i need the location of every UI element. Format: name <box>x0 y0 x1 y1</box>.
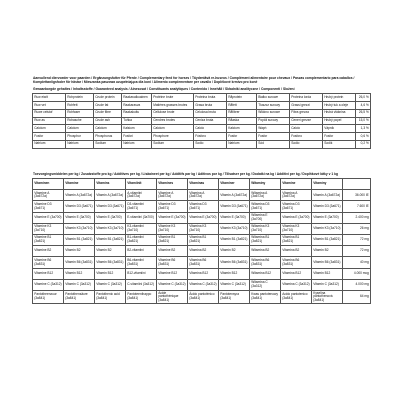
label-cell: Acido pantotenico (3a841) <box>281 290 312 303</box>
label-cell: Vitamin A (3a672a) <box>64 190 95 201</box>
label-cell: Matières grasses brutes <box>152 102 194 110</box>
label-cell: Hrubý protein <box>323 94 356 102</box>
analysis-row <box>33 133 371 141</box>
label-cell: Vitamin B12 <box>219 268 250 279</box>
label-cell: Vitamin B1 (3a821) <box>312 235 343 246</box>
label-cell: Vitamin D3 (3a671) <box>64 201 95 212</box>
label-cell: Vitamine E (3a700) <box>157 212 188 223</box>
label-cell: Vitamin C (3a312) <box>95 279 126 290</box>
additives-header: Toevoegingsmiddelen per kg / Zusatzstoffe pro kg / Additives per kg / Lisäaineet per kg / Additifs par kg / Aditivos por kg / Tillsatser per kg / Dodatki na kg / Additivi per kg / Doplňkové látky v 1 kg <box>33 171 338 176</box>
label-cell: Vitamin D3 (3a671) <box>312 201 343 212</box>
label-cell: Pantothenic acid (3a841) <box>95 290 126 303</box>
label-cell: Białko surowe <box>257 94 290 102</box>
additive-row <box>33 257 371 268</box>
label-cell: Natrium <box>227 140 257 148</box>
label-cell: Ácido pantoténico (3a841) <box>188 290 219 303</box>
label-cell: Fosfor <box>33 133 66 141</box>
label-cell: Crude protein <box>94 94 122 102</box>
label-cell: Vitamin K3 (3a710) <box>95 223 126 234</box>
additive-row <box>33 201 371 212</box>
label-cell: Vitamina B2 <box>281 246 312 257</box>
label-cell: Vápník <box>323 125 356 133</box>
label-cell: B12-vitamiini <box>126 268 157 279</box>
label-cell: Vitamin B1 (3a821) <box>219 235 250 246</box>
label-cell: Vitamine <box>64 179 95 190</box>
label-cell: Rohprotein <box>66 94 94 102</box>
label-cell: B2-vitamiini <box>126 246 157 257</box>
label-cell: Vitamin K3 (3a710) <box>219 223 250 234</box>
label-cell: Vitamina K3 (3a710) <box>281 223 312 234</box>
label-cell: Råprotein <box>227 94 257 102</box>
label-cell: Vitamin E (3a700) <box>312 212 343 223</box>
label-cell: Vitamina B2 <box>188 246 219 257</box>
label-cell: Sodio <box>290 140 323 148</box>
label-cell: Pantoteenihappo (3a841) <box>126 290 157 303</box>
label-cell: Vitamin E (3a700) <box>219 212 250 223</box>
analysis-table-body <box>33 94 371 148</box>
label-cell: Vitamine D3 (3a671) <box>33 201 64 212</box>
value-cell: 4.000 mg <box>343 279 371 290</box>
label-cell: Vitamina E (3a700) <box>281 212 312 223</box>
label-cell: Kalcium <box>227 125 257 133</box>
label-cell: Natrium <box>66 140 94 148</box>
label-cell: Vitamíny <box>312 179 343 190</box>
label-cell: Phosphore <box>152 133 194 141</box>
analysis-row <box>33 125 371 133</box>
label-cell: Vitamine K3 (3a710) <box>157 223 188 234</box>
label-cell: Vitamine A (3a672a) <box>33 190 64 201</box>
label-cell: Raakavalkuainen <box>122 94 152 102</box>
label-cell: Vitamines <box>157 179 188 190</box>
label-cell: Vitamina E (3a700) <box>188 212 219 223</box>
label-cell: Vitamine B2 <box>157 246 188 257</box>
label-cell: Fosfor <box>227 133 257 141</box>
value-cell: 26,0 % <box>356 94 371 102</box>
label-cell: Vitamin B2 <box>219 246 250 257</box>
additive-row <box>33 212 371 223</box>
label-cell: Vitamine C (3a312) <box>157 279 188 290</box>
label-cell: Fosforo <box>290 133 323 141</box>
value-cell: 0,2 % <box>356 140 371 148</box>
label-cell: Vitamin A (3a672a) <box>219 190 250 201</box>
label-cell: Sodium <box>152 140 194 148</box>
label-cell: Vitamine B12 <box>157 268 188 279</box>
label-cell: Natrium <box>122 140 152 148</box>
label-cell: Crude fat <box>94 102 122 110</box>
label-cell: D3-vitamiini (3a671) <box>126 201 157 212</box>
label-cell: Vitamina D3 (3a671) <box>281 201 312 212</box>
additive-row <box>33 279 371 290</box>
label-cell: Popiół surowy <box>257 117 290 125</box>
label-cell: Witamina D3 (3a671) <box>250 201 281 212</box>
label-cell: Vitamine C (3a312) <box>33 279 64 290</box>
label-cell: Vitamin B6 (3a831) <box>219 257 250 268</box>
label-cell: Vitamin C (3a312) <box>219 279 250 290</box>
value-cell: 1,3 % <box>356 125 371 133</box>
label-cell: Tuhka <box>122 117 152 125</box>
label-cell: Grasa bruta <box>194 102 227 110</box>
label-cell: Vitamine B6 (3a831) <box>33 257 64 268</box>
label-cell: Råfett <box>227 102 257 110</box>
label-cell: Vitaminen <box>33 179 64 190</box>
value-cell: 26,5 % <box>356 109 371 117</box>
label-cell: Sodík <box>323 140 356 148</box>
label-cell: Kwas pantotenowy (3a841) <box>250 290 281 303</box>
label-cell: Sodium <box>94 140 122 148</box>
label-cell: Vitamine B1 (3a821) <box>157 235 188 246</box>
analysis-row <box>33 102 371 110</box>
label-cell: Vitamin E (3a700) <box>64 212 95 223</box>
label-cell: A-vitamiini (3a672a) <box>126 190 157 201</box>
value-cell: 72 mg <box>343 235 371 246</box>
label-cell: Vitamina K3 (3a710) <box>188 223 219 234</box>
label-cell: Hrubý tuk a oleje <box>323 102 356 110</box>
label-cell: Vitamin D3 (3a671) <box>95 201 126 212</box>
label-cell: Vitamin K3 (3a710) <box>312 223 343 234</box>
label-cell: Ruw vet <box>33 102 66 110</box>
label-cell: Fosfori <box>122 133 152 141</box>
label-cell: Vitamin A (3a672a) <box>95 190 126 201</box>
label-cell: Råfibrer <box>227 109 257 117</box>
analysis-table <box>32 93 371 148</box>
label-cell: Vitamin B6 (3a831) <box>312 257 343 268</box>
value-cell: 15,0 % <box>356 117 371 125</box>
label-cell: Vitamine E (3a700) <box>33 212 64 223</box>
label-cell: K3-vitamiini (3a710) <box>126 223 157 234</box>
label-cell: Rohasche <box>66 117 94 125</box>
label-cell: Fibra grezza <box>290 109 323 117</box>
label-cell: Phosphorus <box>94 133 122 141</box>
additive-row <box>33 268 371 279</box>
label-cell: Fósforo <box>194 133 227 141</box>
label-cell: Grassi grezzi <box>290 102 323 110</box>
label-cell: Vitamin B6 (3a831) <box>64 257 95 268</box>
label-cell: B6-vitamiini (3a831) <box>126 257 157 268</box>
label-cell: Natrium <box>33 140 66 148</box>
label-cell: Ruwe celstof <box>33 109 66 117</box>
label-cell: Vitamine A (3a672a) <box>157 190 188 201</box>
label-cell: Vitamina D3 (3a671) <box>188 201 219 212</box>
analysis-row <box>33 94 371 102</box>
label-cell: Rohfett <box>66 102 94 110</box>
value-cell: 2.400 mg <box>343 212 371 223</box>
label-cell: Vitamin B12 <box>312 268 343 279</box>
label-cell: Ruw as <box>33 117 66 125</box>
value-cell: 40 mg <box>343 257 371 268</box>
label-cell: Witamina B6 (3a831) <box>250 257 281 268</box>
label-cell: Vitamine B1 (3a821) <box>33 235 64 246</box>
value-cell: 36.000 IE <box>343 190 371 201</box>
label-cell: C-vitamiini (3a312) <box>126 279 157 290</box>
label-cell: Vitamin B2 <box>312 246 343 257</box>
label-cell: Vitamin B1 (3a821) <box>95 235 126 246</box>
label-cell: Cellulose brute <box>152 109 194 117</box>
label-cell: Kyselina pantothenová (3a841) <box>312 290 343 303</box>
label-cell: Calcio <box>290 125 323 133</box>
label-cell: Proteina bruta <box>194 94 227 102</box>
label-cell: Witaminy <box>250 179 281 190</box>
label-cell: Vitamina A (3a672a) <box>188 190 219 201</box>
additive-row <box>33 235 371 246</box>
label-cell: Hrubá vláknina <box>323 109 356 117</box>
label-cell: Vitamin E (3a700) <box>95 212 126 223</box>
analysis-row <box>33 117 371 125</box>
label-cell: Vitamiinit <box>126 179 157 190</box>
additive-header-row <box>33 179 371 190</box>
label-cell: Ceneri grezze <box>290 117 323 125</box>
label-cell: Crude fibre <box>94 109 122 117</box>
label-cell: Vitamins <box>95 179 126 190</box>
label-cell: Vitamina B12 <box>281 268 312 279</box>
analysis-row <box>33 140 371 148</box>
value-cell: 26 mg <box>343 223 371 234</box>
additives-table-body <box>33 179 371 304</box>
label-cell: Vitamina C (3a312) <box>188 279 219 290</box>
value-cell: 64 mg <box>343 290 371 303</box>
label-cell: Sód <box>257 140 290 148</box>
value-cell: 0,6 % <box>356 133 371 141</box>
label-cell: Calcium <box>66 125 94 133</box>
product-type-header: Aanvullend diervoeder voor paarden / Ergänzungsfutter für Pferde / Complementary feed for horses / Täydentävä re-huseos / Complément alimentaire pour chevaux / Paszas complementario para caballos / Komplettanligsfoder för hästar / Mieszanka paszowa uzupełniająca dla koni / Alimento complementare per cavallo / Doplňkové krmivo pro koně <box>33 76 355 85</box>
label-cell: Vitamin B2 <box>95 246 126 257</box>
label-cell: Vitamina B6 (3a831) <box>188 257 219 268</box>
label-cell: Witamina E (3a700) <box>250 212 281 223</box>
label-cell: Vitamin C (3a312) <box>64 279 95 290</box>
label-cell: Vitamina B6 (3a831) <box>281 257 312 268</box>
label-cell: Pantotensyra (3a841) <box>219 290 250 303</box>
label-cell: Calcium <box>152 125 194 133</box>
label-cell: Sodio <box>194 140 227 148</box>
analysis-header: Gewaarborgde gehaltes / Inhaltsstoffe / Guaranteed analysis / Ainesosat / Constituants analytiques / Contenido / Innehåll / Składniki analityczne / Componenti / Složení <box>33 86 295 91</box>
label-cell: Calcium <box>33 125 66 133</box>
label-cell: Crude ash <box>94 117 122 125</box>
label-cell: Vitamina B1 (3a821) <box>188 235 219 246</box>
label-cell: Witamina B2 <box>250 246 281 257</box>
additive-row <box>33 290 371 303</box>
label-cell: Vitaminer <box>219 179 250 190</box>
label-cell: Witamina K3 (3a710) <box>250 223 281 234</box>
label-cell: Vitamine B12 <box>33 268 64 279</box>
label-cell: Vitamin B12 <box>95 268 126 279</box>
label-cell: B1-vitamiini (3a821) <box>126 235 157 246</box>
label-cell: Vitamine <box>281 179 312 190</box>
additive-row <box>33 223 371 234</box>
label-cell: Vitamin B1 (3a821) <box>64 235 95 246</box>
label-cell: Vitamin D3 (3a671) <box>219 201 250 212</box>
label-cell: Calcium <box>94 125 122 133</box>
label-cell: Acide pantothénique (3a841) <box>157 290 188 303</box>
label-cell: Witamina B1 (3a821) <box>250 235 281 246</box>
label-cell: Celulosa bruta <box>194 109 227 117</box>
label-cell: Vitamina B1 (3a821) <box>281 235 312 246</box>
label-cell: Pantotheenzuur (3a841) <box>33 290 64 303</box>
label-cell: Protéine brute <box>152 94 194 102</box>
value-cell: 4,6 % <box>356 102 371 110</box>
additive-row <box>33 190 371 201</box>
label-cell: Witamina B12 <box>250 268 281 279</box>
label-document <box>32 76 370 304</box>
label-cell: Hrubý popel <box>323 117 356 125</box>
label-cell: Cendres brutes <box>152 117 194 125</box>
label-cell: Vitamin A (3a672a) <box>312 190 343 201</box>
value-cell: 7.600 IE <box>343 201 371 212</box>
value-cell: 72 mg <box>343 246 371 257</box>
additive-row <box>33 246 371 257</box>
label-cell: Rohfaser <box>66 109 94 117</box>
value-cell: 4.000 mcg <box>343 268 371 279</box>
label-cell: Vitamin K3 (3a710) <box>64 223 95 234</box>
label-cell: Vitamin B2 <box>64 246 95 257</box>
label-cell: Vitamine K3 (3a710) <box>33 223 64 234</box>
label-cell: E-vitamiini (3a700) <box>126 212 157 223</box>
label-cell: Vitamin C (3a312) <box>312 279 343 290</box>
label-cell: Vitamin B12 <box>64 268 95 279</box>
label-cell: Vitamine B2 <box>33 246 64 257</box>
label-cell: Tłuszcz surowy <box>257 102 290 110</box>
label-cell: Vitaminas <box>188 179 219 190</box>
label-cell: Włókno surowe <box>257 109 290 117</box>
label-cell: Witamina C (3a312) <box>250 279 281 290</box>
label-cell: Kalsium <box>122 125 152 133</box>
label-cell: Raakakuitu <box>122 109 152 117</box>
label-cell: Phosphor <box>66 133 94 141</box>
label-cell: Ceniza bruta <box>194 117 227 125</box>
label-cell: Vitamina A (3a672a) <box>281 190 312 201</box>
label-cell: Vitamina C (3a312) <box>281 279 312 290</box>
label-cell: Raakarasva <box>122 102 152 110</box>
label-cell: Proteina lorda <box>290 94 323 102</box>
label-cell: Witamina A (3a672a) <box>250 190 281 201</box>
label-cell: Fosfor <box>323 133 356 141</box>
label-cell: Ruw eiwit <box>33 94 66 102</box>
analysis-row <box>33 109 371 117</box>
value-cell <box>343 179 371 190</box>
label-cell: Råaska <box>227 117 257 125</box>
label-cell: Wapń <box>257 125 290 133</box>
additives-table <box>32 178 371 304</box>
label-cell: Fosfor <box>257 133 290 141</box>
label-cell: Vitamine D3 (3a671) <box>157 201 188 212</box>
label-cell: Vitamin B6 (3a831) <box>95 257 126 268</box>
label-cell: Pantothensäure (3a841) <box>64 290 95 303</box>
label-cell: Vitamina B12 <box>188 268 219 279</box>
label-cell: Calcio <box>194 125 227 133</box>
label-cell: Vitamine B6 (3a831) <box>157 257 188 268</box>
